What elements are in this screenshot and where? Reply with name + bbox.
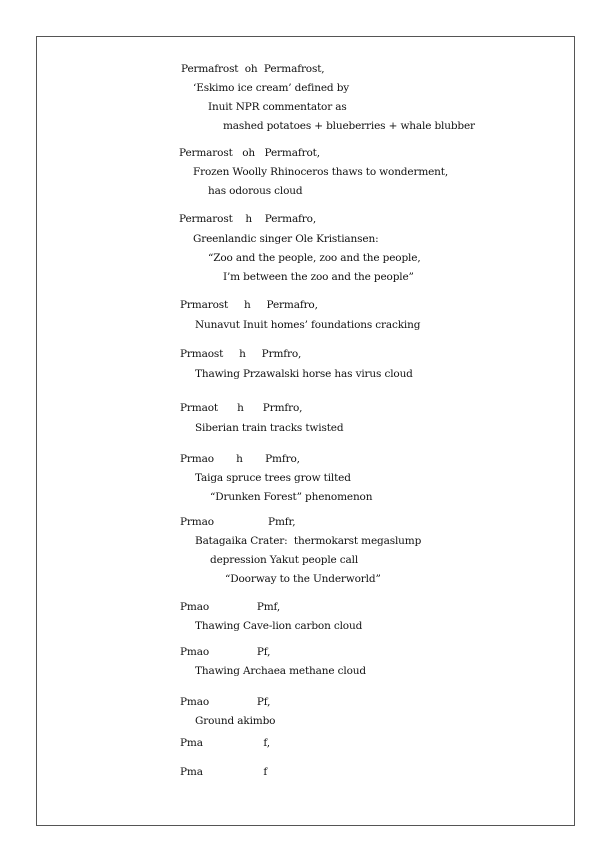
- stanza-9-line-2: Thawing Cave-lion carbon cloud: [195, 620, 363, 632]
- stanza-7-line-1: Prmao h Pmfro,: [180, 453, 300, 465]
- stanza-12-line-1: Pma f,: [180, 737, 270, 749]
- stanza-3-line-2: Greenlandic singer Ole Kristiansen:: [193, 233, 379, 245]
- stanza-5-line-2: Thawing Przawalski horse has virus cloud: [195, 368, 413, 380]
- stanza-2-line-1: Permarost oh Permafrot,: [179, 147, 320, 159]
- stanza-1-line-3: Inuit NPR commentator as: [208, 101, 347, 113]
- stanza-8-line-3: depression Yakut people call: [210, 554, 359, 566]
- stanza-8-line-2: Batagaika Crater: thermokarst megaslump: [195, 535, 422, 547]
- stanza-9-line-1: Pmao Pmf,: [180, 601, 281, 613]
- stanza-8-line-4: “Doorway to the Underworld”: [225, 573, 381, 585]
- stanza-7-line-2: Taiga spruce trees grow tilted: [195, 472, 351, 484]
- stanza-4-line-2: Nunavut Inuit homes’ foundations cracking: [195, 319, 421, 331]
- stanza-3-line-4: I’m between the zoo and the people”: [223, 271, 414, 283]
- stanza-1-line-2: ‘Eskimo ice cream’ defined by: [193, 82, 350, 94]
- stanza-2-line-3: has odorous cloud: [208, 185, 303, 197]
- stanza-7-line-3: “Drunken Forest” phenomenon: [210, 491, 373, 503]
- stanza-5-line-1: Prmaost h Prmfro,: [180, 348, 302, 360]
- stanza-11-line-2: Ground akimbo: [195, 715, 276, 727]
- stanza-3-line-3: “Zoo and the people, zoo and the people,: [208, 252, 421, 264]
- stanza-4-line-1: Prmarost h Permafro,: [180, 299, 318, 311]
- stanza-11-line-1: Pmao Pf,: [180, 696, 271, 708]
- stanza-6-line-2: Siberian train tracks twisted: [195, 422, 344, 434]
- stanza-3-line-1: Permarost h Permafro,: [179, 213, 317, 225]
- stanza-10-line-1: Pmao Pf,: [180, 646, 271, 658]
- stanza-6-line-1: Prmaot h Prmfro,: [180, 402, 303, 414]
- stanza-8-line-1: Prmao Pmfr,: [180, 516, 296, 528]
- stanza-1-line-4: mashed potatoes + blueberries + whale blubber: [223, 120, 475, 132]
- stanza-2-line-2: Frozen Woolly Rhinoceros thaws to wonderment,: [193, 166, 449, 178]
- stanza-13-line-1: Pma f: [180, 766, 268, 778]
- stanza-1-line-1: Permafrost oh Permafrost,: [181, 63, 325, 75]
- stanza-10-line-2: Thawing Archaea methane cloud: [195, 665, 366, 677]
